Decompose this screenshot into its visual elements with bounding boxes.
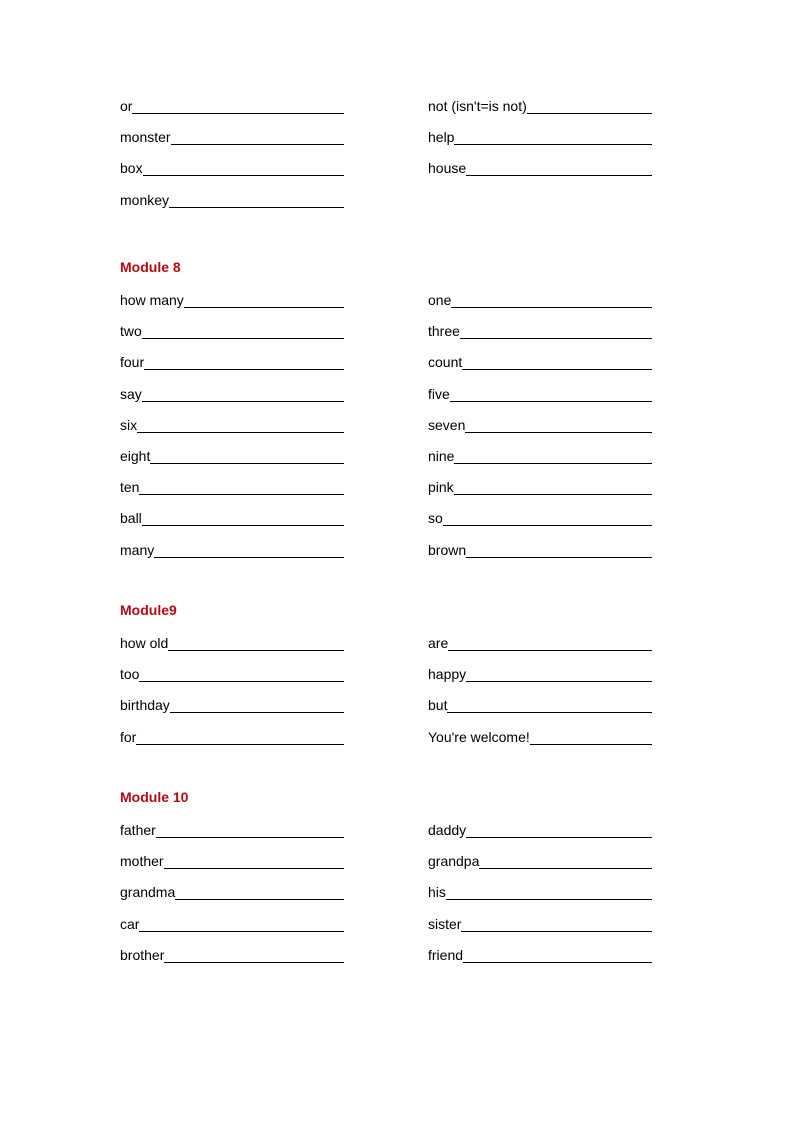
vocab-word: many [120,541,155,558]
answer-blank[interactable] [454,144,652,145]
module-heading: Module9 [120,602,177,618]
answer-blank[interactable] [139,931,344,932]
answer-blank[interactable] [527,113,652,114]
vocab-word: ball [120,510,142,527]
vocab-word: happy [428,666,467,683]
vocab-word: grandpa [428,853,480,870]
vocab-word: count [428,354,463,371]
vocab-item [428,320,652,340]
answer-blank[interactable] [448,650,652,651]
vocab-item [428,913,652,933]
vocab-row [120,539,660,559]
answer-blank[interactable] [466,557,652,558]
vocab-row [120,445,660,465]
vocab-item [120,726,344,746]
vocab-word: are [428,635,449,651]
vocab-word: birthday [120,697,170,714]
vocab-word: ten [120,479,140,496]
vocab-item [120,850,344,870]
vocab-item [428,726,652,746]
vocab-word: father [120,822,156,838]
vocab-item [120,819,344,839]
vocab-item [428,632,652,652]
vocab-item [120,289,344,309]
vocab-row [120,95,660,115]
module-heading: Module 10 [120,789,189,805]
vocab-row [120,726,660,746]
vocab-word: friend [428,946,464,963]
vocab-word: for [120,728,137,745]
vocab-word: brother [120,946,165,963]
answer-blank[interactable] [154,557,344,558]
answer-blank[interactable] [142,338,344,339]
vocab-word: too [120,666,140,683]
answer-blank[interactable] [530,744,652,745]
answer-blank[interactable] [465,432,652,433]
vocab-row [120,507,660,527]
vocab-row [120,351,660,371]
vocab-word: one [428,292,452,308]
vocab-word: You're welcome! [428,728,530,745]
vocab-item [120,881,344,901]
answer-blank[interactable] [463,962,652,963]
answer-blank[interactable] [446,899,652,900]
vocab-row [120,383,660,403]
vocab-row [120,157,660,177]
vocab-row [120,663,660,683]
answer-blank[interactable] [447,712,652,713]
vocab-item [428,351,652,371]
vocab-word: grandma [120,884,176,901]
vocab-word: mother [120,853,164,870]
answer-blank[interactable] [156,837,344,838]
vocab-row [120,944,660,964]
vocab-item [428,126,652,146]
vocab-word: monster [120,129,171,146]
answer-blank[interactable] [454,494,652,495]
answer-blank[interactable] [466,681,652,682]
vocab-row [120,881,660,901]
vocab-word: or [120,98,133,114]
vocab-row [120,632,660,652]
vocab-row [120,819,660,839]
vocab-word: nine [428,448,455,464]
vocab-word: how old [120,635,169,651]
vocab-word: say [120,385,142,402]
answer-blank[interactable] [460,338,652,339]
answer-blank[interactable] [142,401,344,402]
answer-blank[interactable] [451,307,652,308]
answer-blank[interactable] [184,307,344,308]
vocab-word: box [120,160,143,177]
vocab-item [120,189,344,209]
vocab-row [120,913,660,933]
vocab-item [428,289,652,309]
vocab-word: sister [428,915,462,932]
vocab-item [120,95,344,115]
answer-blank[interactable] [175,899,344,900]
vocab-item [428,850,652,870]
vocab-row [120,289,660,309]
vocab-item [428,944,652,964]
vocab-word: six [120,416,138,433]
vocab-word: house [428,160,467,177]
answer-blank[interactable] [139,681,344,682]
answer-blank[interactable] [143,175,344,176]
vocab-item [428,881,652,901]
vocab-row [120,694,660,714]
answer-blank[interactable] [454,463,652,464]
vocab-item [428,694,652,714]
vocab-item [428,819,652,839]
answer-blank[interactable] [164,868,344,869]
answer-blank[interactable] [139,494,344,495]
vocab-item [120,663,344,683]
vocab-item [428,476,652,496]
module-heading: Module 8 [120,259,181,275]
vocab-item [120,320,344,340]
vocab-word: eight [120,448,151,464]
vocab-word: seven [428,416,466,433]
vocab-item [428,414,652,434]
vocab-word: how many [120,292,184,308]
answer-blank[interactable] [150,463,344,464]
vocab-word: four [120,354,145,371]
vocab-item [428,663,652,683]
vocab-item [428,157,652,177]
answer-blank[interactable] [450,401,652,402]
vocab-word: his [428,884,446,901]
vocab-item [120,507,344,527]
vocab-item [120,539,344,559]
vocab-item [428,539,652,559]
answer-blank[interactable] [144,369,344,370]
vocab-item [120,383,344,403]
answer-blank[interactable] [461,931,652,932]
vocab-row [120,189,660,209]
answer-blank[interactable] [132,113,344,114]
vocab-word: two [120,323,142,340]
vocab-item [428,507,652,527]
vocab-item [120,414,344,434]
answer-blank[interactable] [170,712,344,713]
vocab-row [120,126,660,146]
answer-blank[interactable] [466,175,652,176]
answer-blank[interactable] [136,744,344,745]
vocab-item [120,351,344,371]
answer-blank[interactable] [479,868,652,869]
answer-blank[interactable] [169,207,344,208]
vocab-item [120,632,344,652]
vocab-word: brown [428,541,467,558]
vocab-item [428,95,652,115]
vocab-word: help [428,129,455,146]
vocab-row [120,414,660,434]
answer-blank[interactable] [466,837,652,838]
answer-blank[interactable] [142,525,344,526]
answer-blank[interactable] [168,650,344,651]
vocab-word: not (isn't=is not) [428,98,527,114]
vocab-item [428,383,652,403]
vocab-item [120,445,344,465]
answer-blank[interactable] [137,432,344,433]
vocab-word: monkey [120,191,170,208]
vocab-item [120,126,344,146]
vocab-item [120,694,344,714]
vocab-row [120,320,660,340]
vocab-row [120,850,660,870]
vocab-word: but [428,697,448,714]
answer-blank[interactable] [443,525,652,526]
vocab-word: daddy [428,822,467,838]
vocab-word: three [428,323,460,340]
vocab-word: so [428,510,443,527]
vocab-item [428,445,652,465]
vocab-item [120,944,344,964]
answer-blank[interactable] [171,144,344,145]
vocab-word: car [120,915,140,932]
vocab-row [120,476,660,496]
answer-blank[interactable] [462,369,652,370]
vocab-word: pink [428,479,454,496]
vocab-word: five [428,385,450,402]
vocab-item [120,157,344,177]
answer-blank[interactable] [164,962,344,963]
vocab-item [120,476,344,496]
vocab-item [120,913,344,933]
